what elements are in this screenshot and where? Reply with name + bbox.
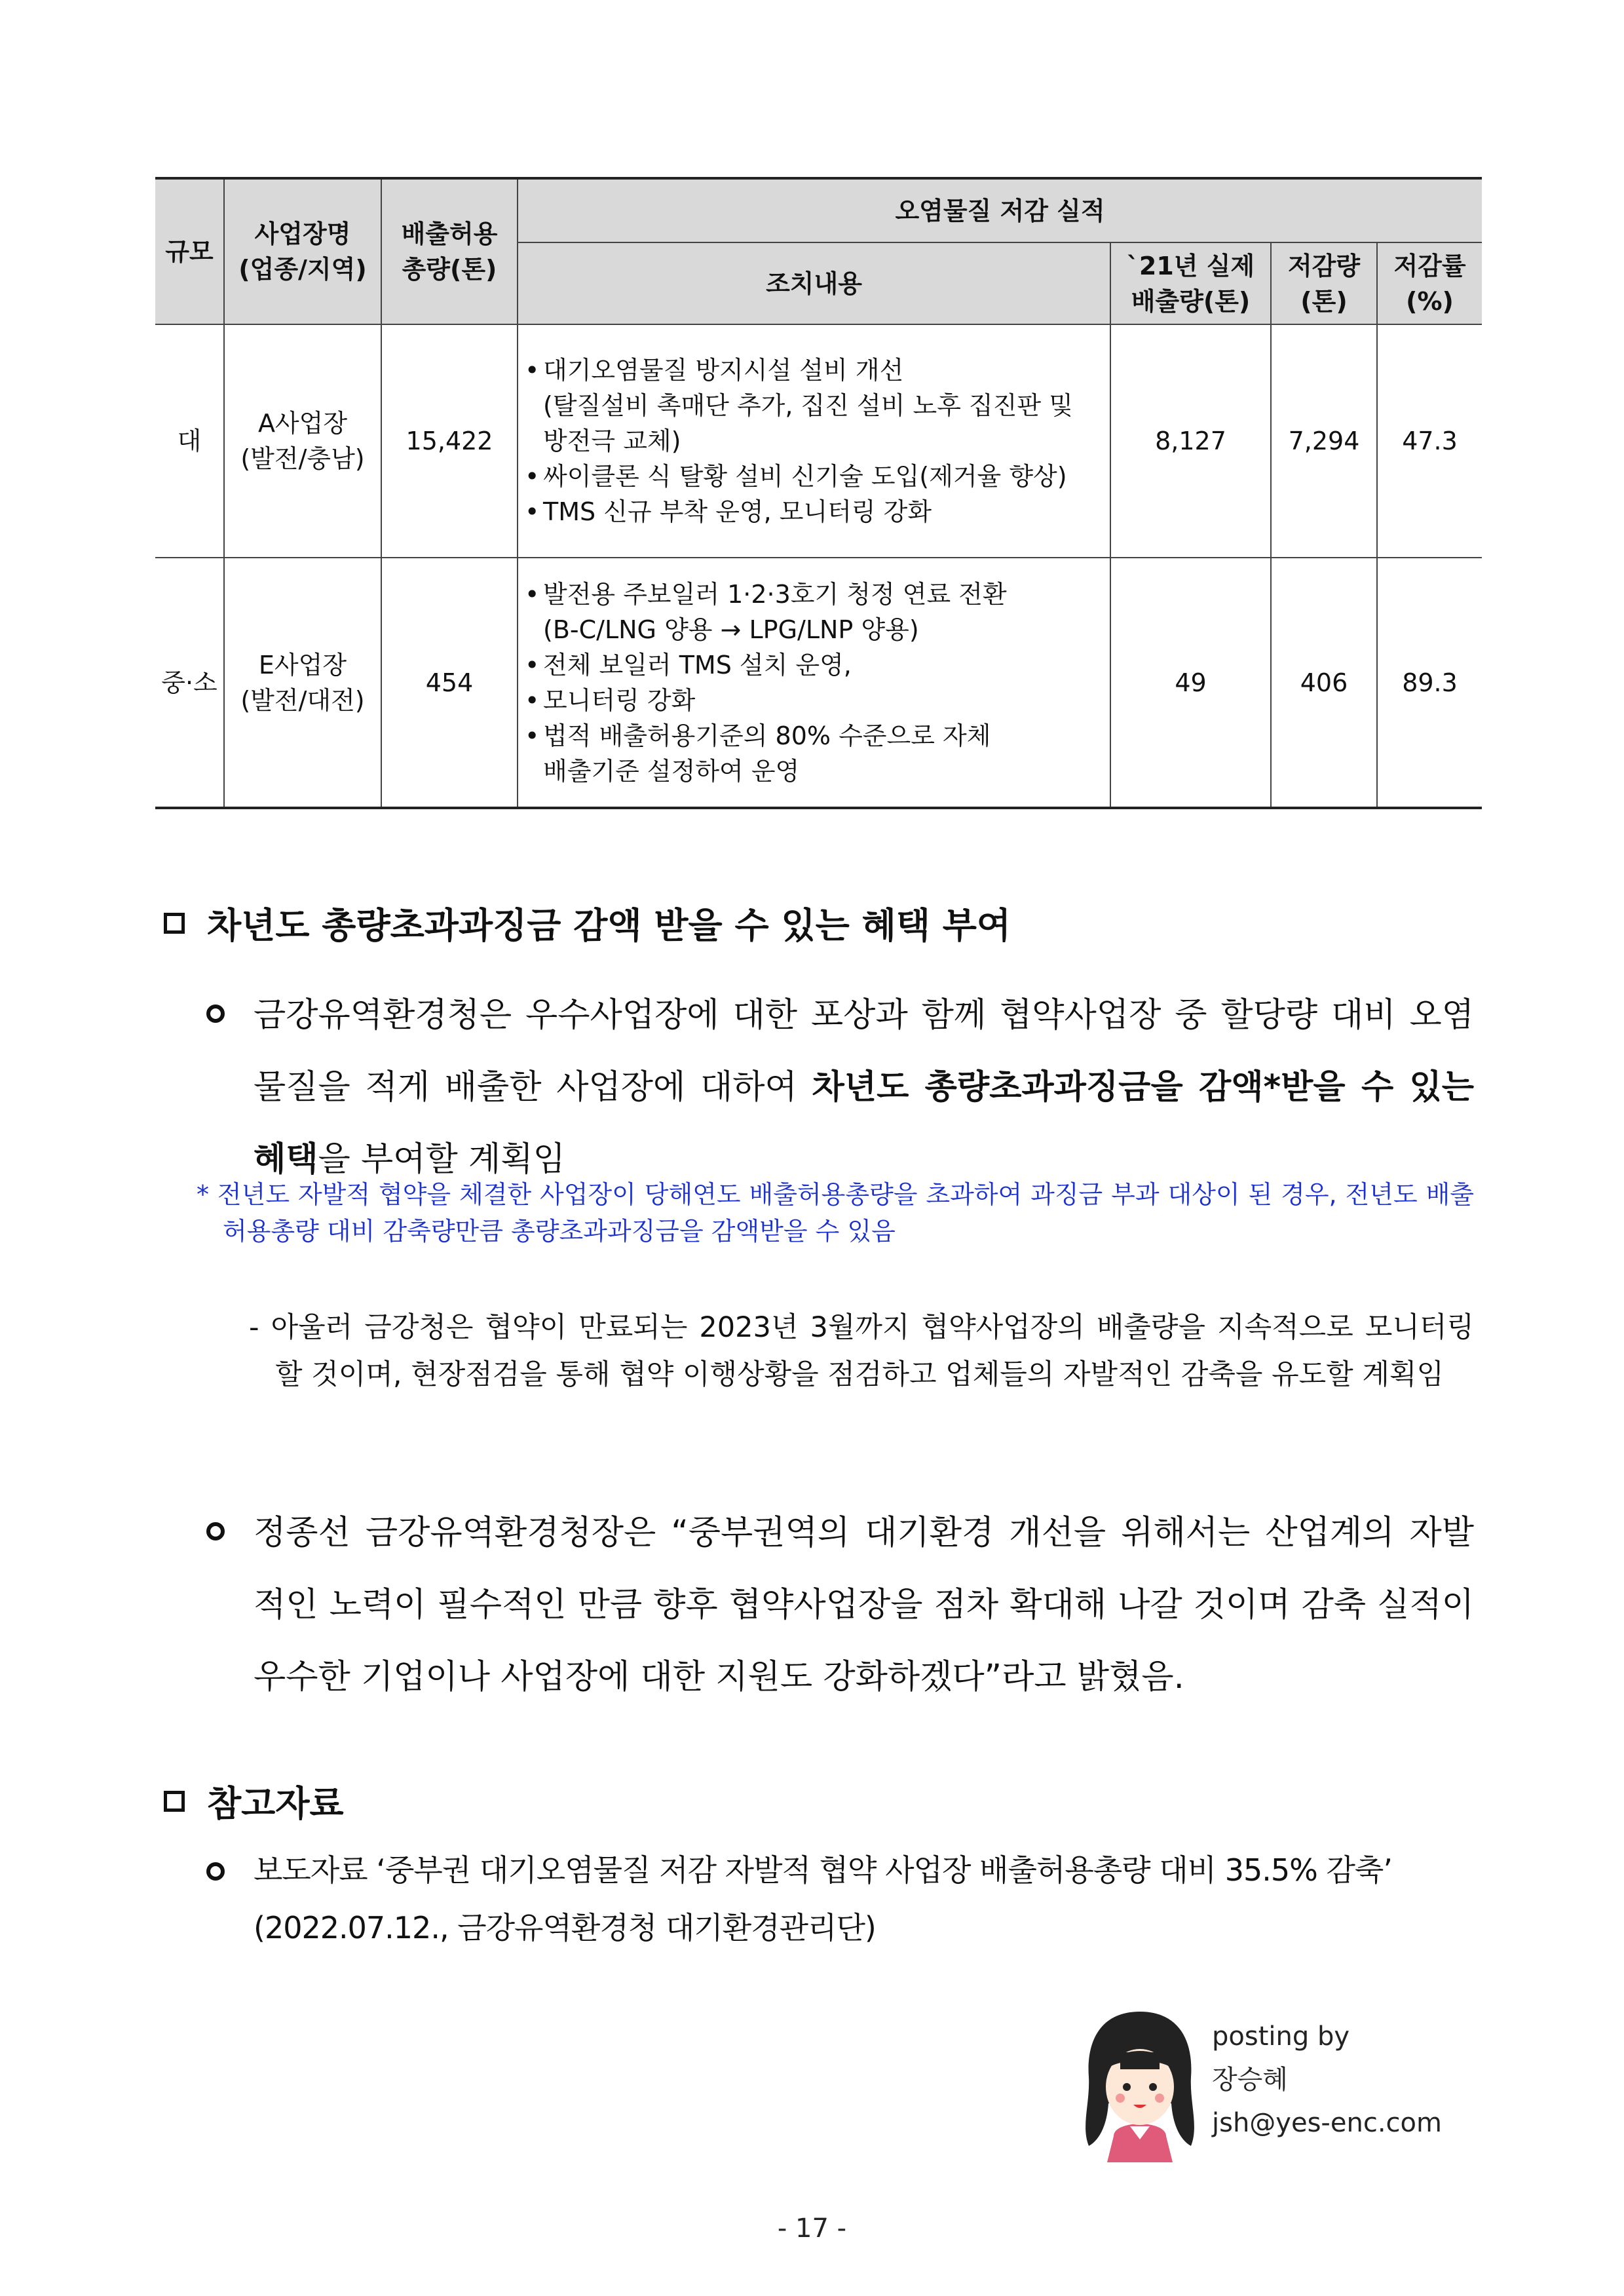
section-title-benefit bbox=[164, 898, 1011, 948]
square-bullet-icon bbox=[164, 913, 185, 934]
header-rate-line1: 저감률 bbox=[1393, 251, 1466, 280]
list-item bbox=[523, 494, 1103, 529]
paragraph-quote bbox=[206, 1497, 1474, 1713]
header-measures: 조치내용 bbox=[518, 242, 1110, 324]
reference-item bbox=[206, 1841, 1474, 1957]
paragraph-text: 정종선 금강유역환경청장은 “중부권역의 대기환경 개선을 위해서는 산업계의 자발적인 노력이 필수적인 만큼 향후 협약사업장을 점차 확대해 나갈 것이며 감축 실적이 우수한 기업이나 사업장에 대한 지원도 강화하겠다”라고 밝혔음. bbox=[254, 1514, 1474, 1696]
cell-rate: 89.3 bbox=[1377, 558, 1482, 808]
reference-line: 보도자료 ‘중부권 대기오염물질 저감 자발적 협약 사업장 배출허용총량 대비 35.5% 감축’ bbox=[254, 1852, 1392, 1888]
measure-text: (탈질설비 촉매단 추가, 집진 설비 노후 집진판 및 bbox=[543, 391, 1073, 420]
author-email: jsh@yes-enc.com bbox=[1212, 2108, 1442, 2138]
measure-text: • 발전용 주보일러 1·2·3호기 청정 연료 전환 bbox=[543, 579, 1007, 609]
cell-site bbox=[224, 558, 381, 808]
list-item bbox=[523, 459, 1103, 494]
header-actual bbox=[1110, 242, 1271, 324]
cell-site-line2: (발전/충남) bbox=[240, 444, 365, 473]
header-allowance-line1: 배출허용 bbox=[401, 220, 498, 248]
avatar bbox=[1074, 2005, 1205, 2162]
measure-text: 방전극 교체) bbox=[543, 427, 681, 455]
cell-rate: 47.3 bbox=[1377, 324, 1482, 558]
cell-site-line2: (발전/대전) bbox=[240, 685, 365, 715]
cell-allowance: 454 bbox=[381, 558, 518, 808]
header-site-line2: (업종/지역) bbox=[238, 255, 367, 284]
measures-list bbox=[523, 577, 1103, 789]
table-header-row bbox=[155, 178, 1482, 242]
circle-bullet-icon bbox=[206, 1522, 225, 1540]
header-reduction-line2: (톤) bbox=[1300, 286, 1348, 316]
reference-text bbox=[254, 1841, 1474, 1957]
author-name: 장승혜 bbox=[1212, 2065, 1288, 2095]
cell-reduction: 406 bbox=[1271, 558, 1377, 808]
cell-actual: 8,127 bbox=[1110, 324, 1271, 558]
sub-paragraph: - 아울러 금강청은 협약이 만료되는 2023년 3월까지 협약사업장의 배출량을 지속적으로 모니터링 할 것이며, 현장점검을 통해 협약 이행상황을 점검하고 업체들의 자발적인 감축을 유도할 계획임 bbox=[249, 1311, 1474, 1391]
list-item bbox=[523, 577, 1103, 647]
reference-line: (2022.07.12., 금강유역환경청 대기환경관리단) bbox=[254, 1910, 876, 1945]
paragraph-benefit bbox=[206, 980, 1474, 1196]
section-title-text: 차년도 총량초과과징금 감액 받을 수 있는 혜택 부여 bbox=[207, 905, 1011, 946]
table-row bbox=[155, 558, 1482, 808]
measure-text: • TMS 신규 부착 운영, 모니터링 강화 bbox=[543, 497, 932, 526]
header-scale: 규모 bbox=[155, 178, 224, 324]
section-title-references bbox=[164, 1776, 344, 1826]
header-rate bbox=[1377, 242, 1482, 324]
cell-reduction: 7,294 bbox=[1271, 324, 1377, 558]
signature-block bbox=[1212, 2015, 1442, 2145]
measure-text: • 대기오염물질 방지시설 설비 개선 bbox=[543, 356, 904, 385]
para-text: 을 부여할 계획임 bbox=[318, 1140, 565, 1179]
posting-label: posting by bbox=[1212, 2021, 1350, 2052]
measures-list bbox=[523, 353, 1103, 529]
footnote: * 전년도 자발적 협약을 체결한 사업장이 당해연도 배출허용총량을 초과하여 과징금 부과 대상이 된 경우, 전년도 배출허용총량 대비 감축량만큼 총량초과과징금을 감액받을 수 있음 bbox=[197, 1180, 1474, 1246]
reduction-performance-table bbox=[155, 177, 1482, 809]
section-title-text: 참고자료 bbox=[207, 1783, 344, 1824]
header-reduction bbox=[1271, 242, 1377, 324]
header-actual-line2: 배출량(톤) bbox=[1131, 286, 1251, 316]
circle-bullet-icon bbox=[206, 1004, 225, 1023]
header-performance: 오염물질 저감 실적 bbox=[518, 178, 1482, 242]
header-actual-line1: `21년 실제 bbox=[1126, 251, 1255, 280]
paragraph-text bbox=[254, 980, 1474, 1196]
cell-site-line1: E사업장 bbox=[258, 650, 347, 679]
page-number: - 17 - bbox=[777, 2213, 847, 2244]
cell-allowance: 15,422 bbox=[381, 324, 518, 558]
cell-measures bbox=[518, 324, 1110, 558]
header-allowance bbox=[381, 178, 518, 324]
measure-text: • 모니터링 강화 bbox=[543, 685, 696, 715]
cell-site-line1: A사업장 bbox=[257, 409, 348, 438]
measure-text: 배출기준 설정하여 운영 bbox=[543, 756, 800, 786]
square-bullet-icon bbox=[164, 1791, 185, 1812]
para-text: 금강유역환경청은 우수사업장에 대한 포상과 함께 협약사업장 중 할당량 대비 오염물질을 적게 배출한 사업장에 대하여 bbox=[254, 996, 1474, 1107]
cell-scale: 중·소 bbox=[155, 558, 224, 808]
header-site bbox=[224, 178, 381, 324]
header-site-line1: 사업장명 bbox=[254, 220, 351, 248]
header-allowance-line2: 총량(톤) bbox=[402, 255, 497, 284]
table-row bbox=[155, 324, 1482, 558]
measure-text: • 싸이클론 식 탈황 설비 신기술 도입(제거율 향상) bbox=[543, 462, 1067, 491]
cell-measures bbox=[518, 558, 1110, 808]
header-rate-line2: (%) bbox=[1406, 286, 1454, 316]
list-item bbox=[523, 718, 1103, 789]
measure-text: (B-C/LNG 양용 → LPG/LNP 양용) bbox=[543, 615, 919, 644]
header-reduction-line1: 저감량 bbox=[1287, 251, 1361, 280]
list-item bbox=[523, 353, 1103, 459]
measure-text: • 전체 보일러 TMS 설치 운영, bbox=[543, 650, 852, 679]
cell-actual: 49 bbox=[1110, 558, 1271, 808]
list-item bbox=[523, 683, 1103, 718]
cell-site bbox=[224, 324, 381, 558]
list-item bbox=[523, 647, 1103, 683]
cell-scale: 대 bbox=[155, 324, 224, 558]
para-bold-text: 차년도 총량초과과징금을 감액*받을 수 있는 혜택 bbox=[254, 1068, 1474, 1179]
measure-text: • 법적 배출허용기준의 80% 수준으로 자체 bbox=[543, 721, 991, 750]
circle-bullet-icon bbox=[206, 1862, 225, 1881]
